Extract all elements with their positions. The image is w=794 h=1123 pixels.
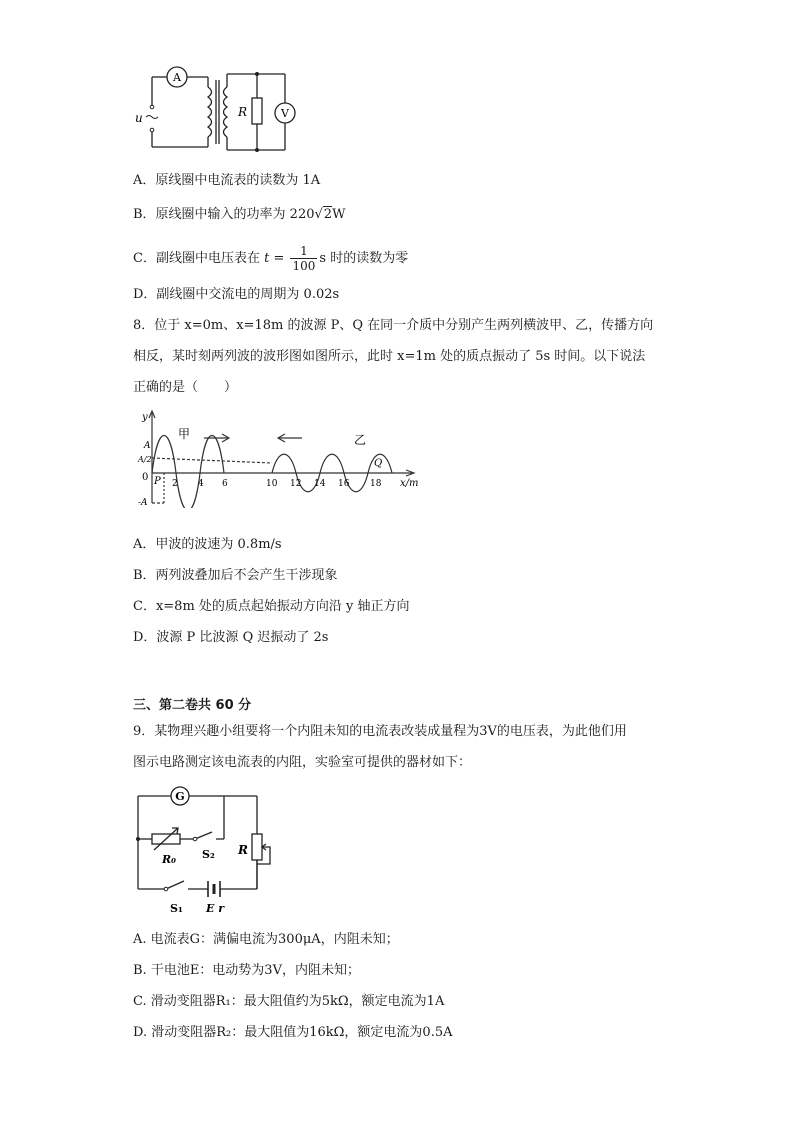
q9-option-d: D. 滑动变阻器R₂：最大阻值为16kΩ，额定电流为0.5A — [133, 1025, 453, 1040]
transformer-circuit-diagram — [130, 62, 310, 157]
rheostat-label: R — [238, 843, 248, 857]
resistor-label: R — [238, 105, 248, 119]
amp-top: A — [144, 441, 151, 451]
q8-stem-line3: 正确的是（ ） — [133, 380, 238, 395]
amp-bottom: -A — [138, 498, 148, 508]
x-tick: 14 — [314, 479, 326, 489]
x-tick: 4 — [198, 479, 204, 489]
source-q-label: Q — [374, 458, 383, 469]
amp-half: A/2 — [138, 455, 152, 464]
q9-option-a: A. 电流表G：满偏电流为300μA，内阻未知； — [133, 932, 399, 947]
x-tick: 16 — [338, 479, 350, 489]
s2-label: S₂ — [202, 848, 215, 861]
origin-label: 0 — [142, 472, 149, 483]
r0-label: R₀ — [162, 853, 176, 866]
x-axis-label: x/m — [400, 478, 419, 489]
galvanometer-label: G — [175, 790, 185, 803]
q7-option-d: D．副线圈中交流电的周期为 0.02s — [133, 287, 340, 302]
q9-stem-line2: 图示电路测定该电流表的内阻，实验室可提供的器材如下： — [133, 755, 472, 770]
source-p-label: P — [154, 476, 161, 487]
wave-b-label: 乙 — [354, 433, 367, 447]
q8-option-d: D．波源 P 比波源 Q 迟振动了 2s — [133, 630, 329, 645]
x-ticks — [172, 479, 382, 489]
galvanometer-circuit-diagram — [130, 784, 280, 919]
q7-option-b: B．原线圈中输入的功率为 220√2W — [133, 207, 346, 222]
x-tick: 10 — [266, 479, 278, 489]
y-axis-label: y — [142, 412, 148, 423]
battery-label: E r — [206, 902, 225, 915]
ammeter-label: A — [173, 71, 181, 84]
fraction-1-over-100: $\frac{1}{100}$ — [292, 244, 316, 273]
q8-option-c: C．x=8m 处的质点起始振动方向沿 y 轴正方向 — [133, 599, 410, 614]
x-tick: 2 — [172, 479, 178, 489]
q9-option-b: B. 干电池E：电动势为3V，内阻未知； — [133, 963, 360, 978]
q8-option-a: A．甲波的波速为 0.8m/s — [133, 537, 282, 552]
x-tick: 18 — [370, 479, 382, 489]
q7-option-c: C．副线圈中电压表在 t = $\frac{1}{100}$ s 时的读数为零 — [133, 244, 409, 273]
q7-option-a: A．原线圈中电流表的读数为 1A — [133, 173, 321, 188]
q9-option-c: C. 滑动变阻器R₁：最大阻值约为5kΩ，额定电流为1A — [133, 994, 445, 1009]
wave-graph — [132, 408, 432, 508]
q8-stem-line1: 8．位于 x=0m、x=18m 的波源 P、Q 在同一介质中分别产生两列横波甲、乙，传播方向 — [133, 318, 654, 333]
x-tick: 12 — [290, 479, 302, 489]
s1-label: S₁ — [170, 902, 183, 915]
q9-stem-line1: 9．某物理兴趣小组要将一个内阻未知的电流表改装成量程为3V的电压表，为此他们用 — [133, 724, 627, 739]
section-heading: 三、第二卷共 60 分 — [133, 698, 252, 713]
voltmeter-label: V — [281, 107, 289, 120]
wave-a-label: 甲 — [178, 427, 191, 441]
q8-option-b: B．两列波叠加后不会产生干涉现象 — [133, 568, 338, 583]
x-tick: 6 — [222, 479, 228, 489]
q8-stem-line2: 相反，某时刻两列波的波形图如图所示，此时 x=1m 处的质点振动了 5s 时间。以下说法 — [133, 349, 646, 364]
source-label: u — [135, 111, 143, 125]
